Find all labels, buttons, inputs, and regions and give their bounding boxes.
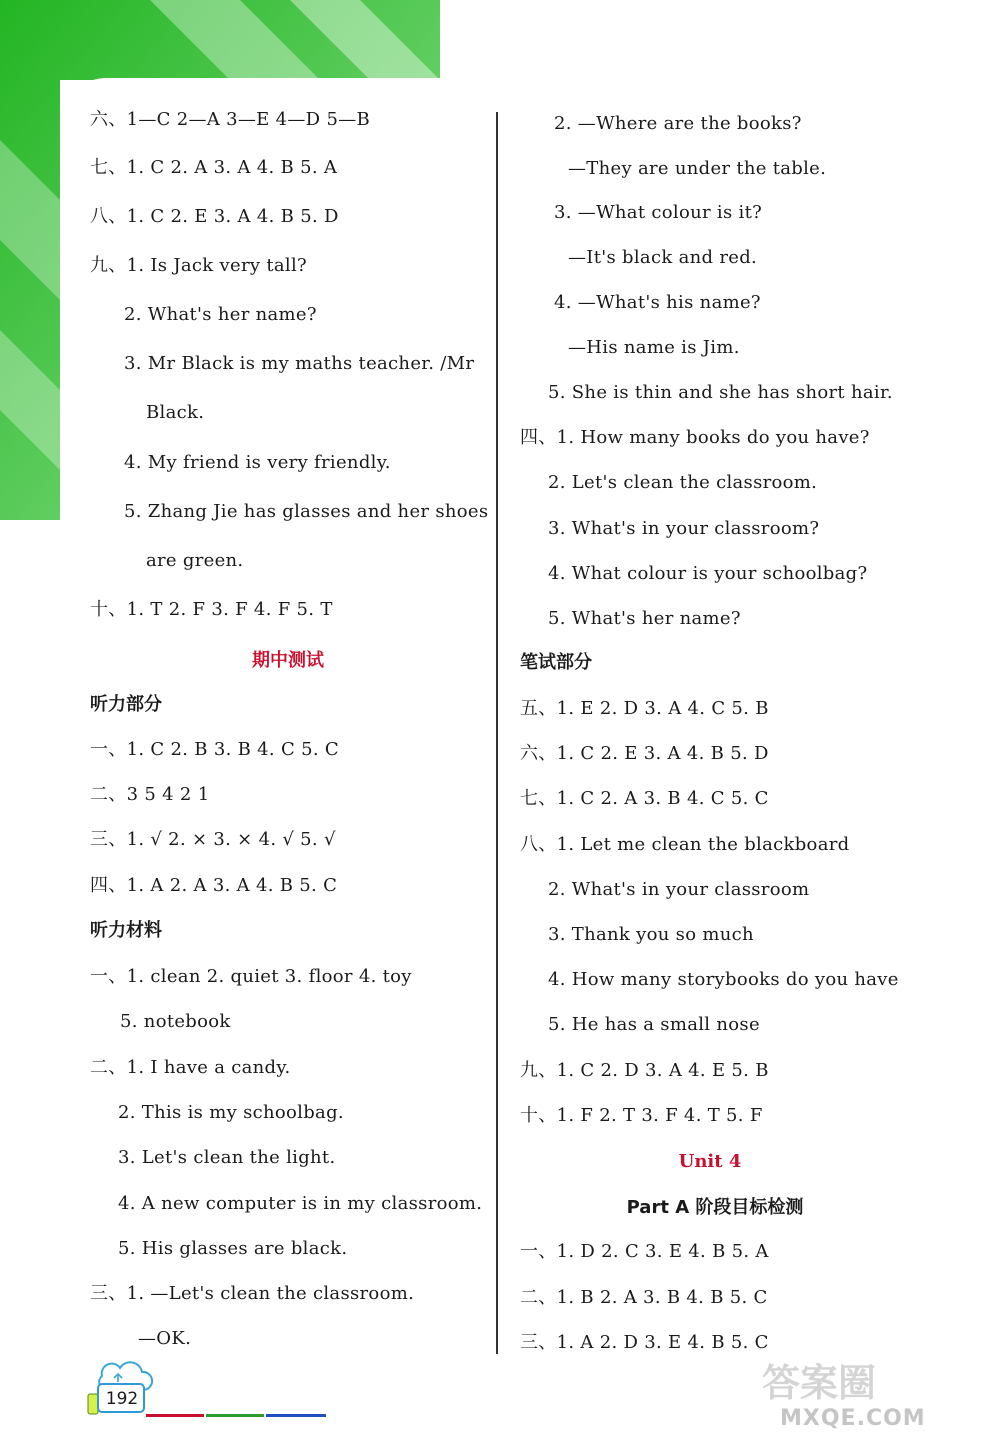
answer-line: —His name is Jim. bbox=[568, 337, 740, 358]
answer-line: 5. What's her name? bbox=[548, 608, 741, 629]
answer-line: 2. What's in your classroom bbox=[548, 879, 810, 900]
answer-line: 一、1. C 2. B 3. B 4. C 5. C bbox=[90, 739, 339, 760]
answer-line: 5. He has a small nose bbox=[548, 1014, 760, 1035]
answer-line: 3. —What colour is it? bbox=[554, 202, 763, 223]
section-heading-midterm: 期中测试 bbox=[252, 650, 324, 671]
answer-line: 七、1. C 2. A 3. A 4. B 5. A bbox=[90, 157, 338, 178]
answer-line: 十、1. T 2. F 3. F 4. F 5. T bbox=[90, 599, 333, 620]
answer-line: —OK. bbox=[138, 1328, 192, 1349]
answer-line: 一、1. D 2. C 3. E 4. B 5. A bbox=[520, 1241, 769, 1262]
answer-line: 一、1. clean 2. quiet 3. floor 4. toy bbox=[90, 966, 412, 987]
answer-line: 九、1. C 2. D 3. A 4. E 5. B bbox=[520, 1060, 769, 1081]
section-heading-listening-material: 听力材料 bbox=[90, 920, 162, 941]
answer-line: are green. bbox=[146, 550, 244, 571]
answer-line: 5. His glasses are black. bbox=[118, 1238, 348, 1259]
answer-line: 3. Let's clean the light. bbox=[118, 1147, 336, 1168]
answer-line: 三、1. —Let's clean the classroom. bbox=[90, 1283, 415, 1304]
answer-line: 四、1. How many books do you have? bbox=[520, 427, 870, 448]
answer-line: 3. What's in your classroom? bbox=[548, 518, 820, 539]
answer-line: 六、1. C 2. E 3. A 4. B 5. D bbox=[520, 743, 769, 764]
answer-line: 七、1. C 2. A 3. B 4. C 5. C bbox=[520, 788, 769, 809]
section-heading-listening: 听力部分 bbox=[90, 694, 162, 715]
answer-line: 4. What colour is your schoolbag? bbox=[548, 563, 868, 584]
answer-line: 九、1. Is Jack very tall? bbox=[90, 255, 307, 276]
answer-line: 三、1. √ 2. × 3. × 4. √ 5. √ bbox=[90, 829, 336, 850]
answer-line: 2. What's her name? bbox=[124, 304, 317, 325]
answer-line: 二、3 5 4 2 1 bbox=[90, 784, 210, 805]
answer-line: 4. How many storybooks do you have bbox=[548, 969, 899, 990]
svg-text:答案圈: 答案圈 bbox=[762, 1361, 877, 1405]
answer-line: 二、1. I have a candy. bbox=[90, 1057, 291, 1078]
answer-line: 5. Zhang Jie has glasses and her shoes bbox=[124, 501, 489, 522]
unit-heading: Unit 4 bbox=[678, 1151, 742, 1172]
answer-line: 5. notebook bbox=[120, 1011, 231, 1032]
column-divider bbox=[496, 112, 498, 1354]
answer-line: 三、1. A 2. D 3. E 4. B 5. C bbox=[520, 1332, 769, 1353]
section-heading-written: 笔试部分 bbox=[520, 652, 592, 673]
answer-line: 六、1—C 2—A 3—E 4—D 5—B bbox=[90, 109, 371, 130]
answer-line: 2. —Where are the books? bbox=[554, 113, 802, 134]
answer-line: 4. —What's his name? bbox=[554, 292, 761, 313]
answer-line: 4. My friend is very friendly. bbox=[124, 452, 391, 473]
watermark-text: MXQE.COM bbox=[780, 1406, 926, 1431]
answer-line: 八、1. Let me clean the blackboard bbox=[520, 834, 850, 855]
answer-line: 4. A new computer is in my classroom. bbox=[118, 1193, 483, 1214]
answer-line: 四、1. A 2. A 3. A 4. B 5. C bbox=[90, 875, 338, 896]
answer-line: 2. Let's clean the classroom. bbox=[548, 472, 818, 493]
answer-line: 2. This is my schoolbag. bbox=[118, 1102, 344, 1123]
answer-line: —It's black and red. bbox=[568, 247, 758, 268]
answer-line: 十、1. F 2. T 3. F 4. T 5. F bbox=[520, 1105, 763, 1126]
answer-line: —They are under the table. bbox=[568, 158, 827, 179]
answer-line: 3. Mr Black is my maths teacher. /Mr bbox=[124, 353, 475, 374]
answer-line: 二、1. B 2. A 3. B 4. B 5. C bbox=[520, 1287, 768, 1308]
page-number: 192 bbox=[105, 1389, 139, 1409]
answer-line: 5. She is thin and she has short hair. bbox=[548, 382, 893, 403]
answer-line: 八、1. C 2. E 3. A 4. B 5. D bbox=[90, 206, 339, 227]
answer-line: 五、1. E 2. D 3. A 4. C 5. B bbox=[520, 698, 769, 719]
part-heading: Part A 阶段目标检测 bbox=[626, 1197, 804, 1218]
answer-line: Black. bbox=[146, 402, 205, 423]
answer-line: 3. Thank you so much bbox=[548, 924, 754, 945]
